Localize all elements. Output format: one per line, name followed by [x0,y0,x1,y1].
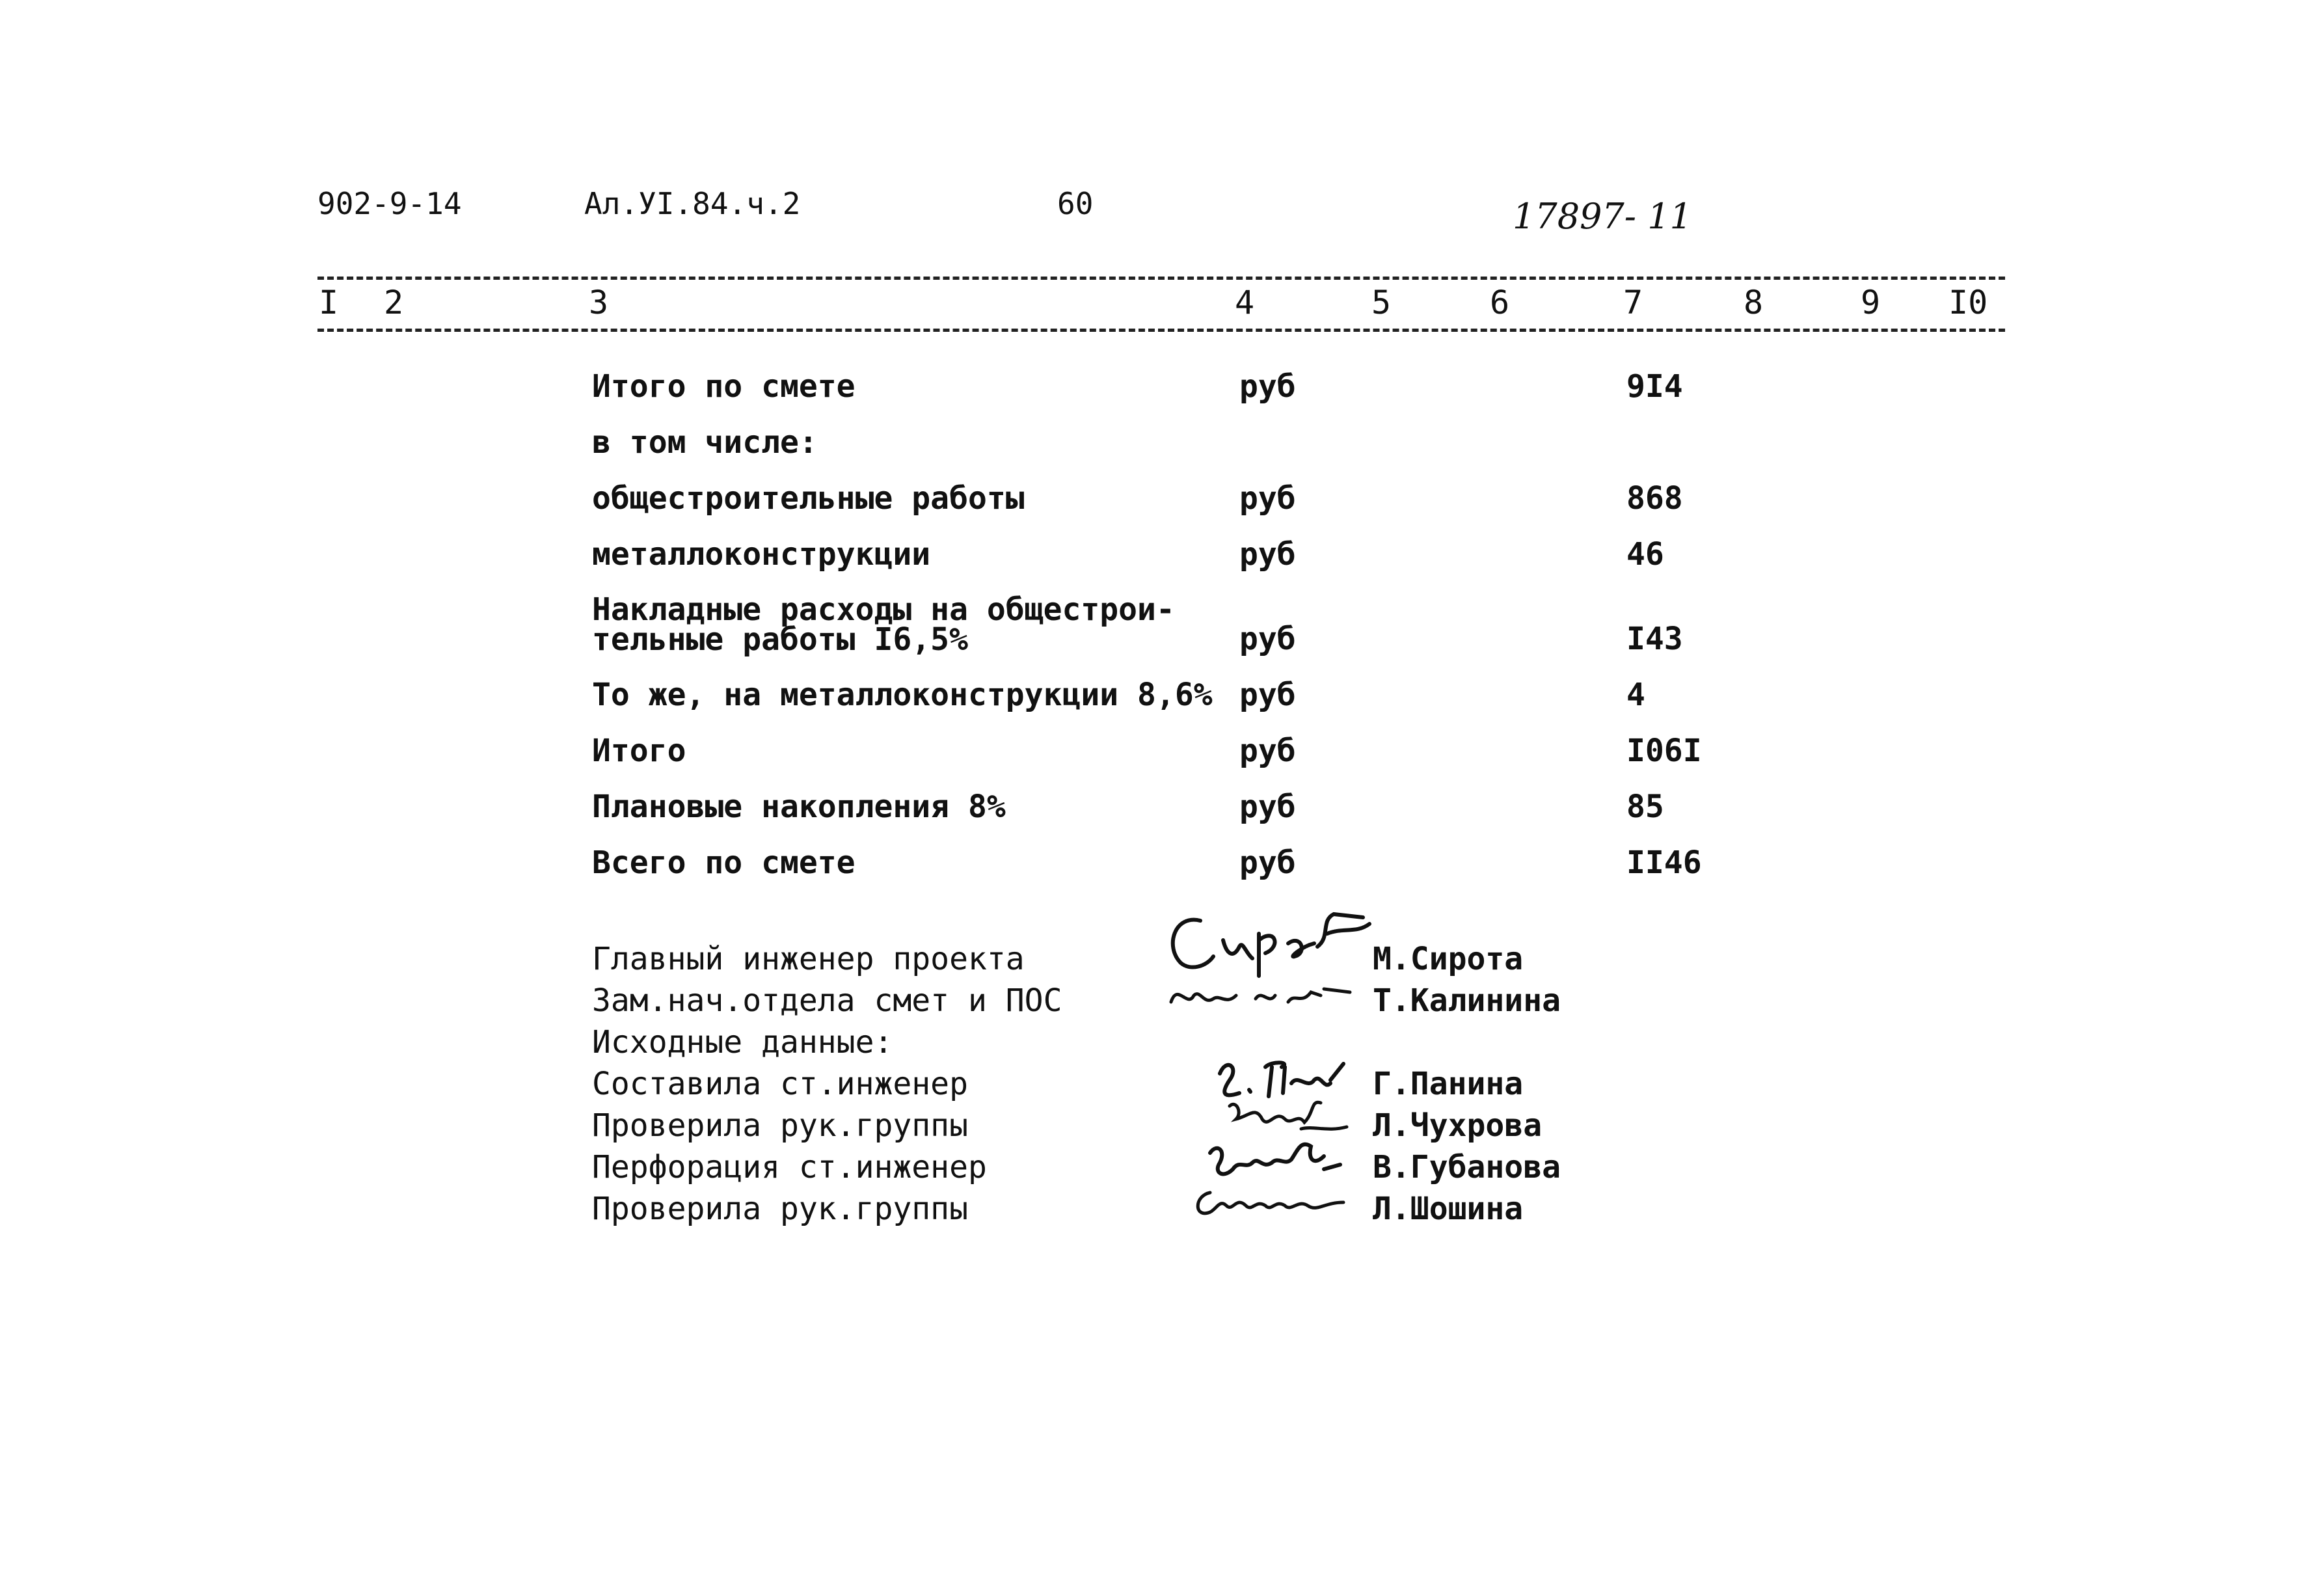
row-label: Всего по смете [592,845,856,881]
row-value: 4 [1626,677,1645,713]
handwritten-signature-gubanova [1204,1133,1347,1185]
top-dashed-rule [317,277,2005,280]
handwritten-signature-sirota [1161,908,1376,979]
column-number: 7 [1623,284,1643,321]
row-label: Плановые накопления 8% [592,789,1006,825]
row-unit: руб [1239,536,1296,573]
signatory-role: Проверила рук.группы [592,1191,968,1227]
row-label: Накладные расходы на общестрои- тельные работы I6,5% [592,591,1175,658]
column-number: 9 [1861,284,1881,321]
row-value: 85 [1626,789,1664,825]
signatory-role: Перфорация ст.инженер [592,1149,987,1185]
row-unit: руб [1239,677,1296,713]
page-number: 60 [1057,186,1094,221]
signatory-name: Г.Панина [1373,1066,1524,1102]
row-value: II46 [1626,845,1702,881]
row-unit: руб [1239,621,1296,657]
row-value: I06I [1626,733,1702,769]
row-label: То же, на металлоконструкции 8,6% [592,677,1213,713]
column-number: 3 [589,284,609,321]
signatory-role: Составила ст.инженер [592,1066,968,1102]
row-label: общестроительные работы [592,480,1025,517]
row-value: 9I4 [1626,368,1683,405]
source-data-heading: Исходные данные: [592,1024,893,1061]
document-code: 902-9-14 [317,186,462,221]
row-label: Итого по смете [592,368,856,405]
column-number: 4 [1235,284,1255,321]
signatory-name: В.Губанова [1373,1149,1561,1185]
row-value: 46 [1626,536,1664,573]
signatory-name: Т.Калинина [1373,982,1561,1019]
signatory-name: М.Сирота [1373,941,1524,977]
row-value: 868 [1626,480,1683,517]
bottom-dashed-rule [317,329,2005,332]
row-unit: руб [1239,733,1296,769]
row-unit: руб [1239,368,1296,405]
signatory-name: Л.Шошина [1373,1191,1524,1227]
row-unit: руб [1239,845,1296,881]
column-number: 8 [1744,284,1764,321]
column-number: 2 [384,284,404,321]
album-code: Ал.УI.84.ч.2 [584,186,801,221]
column-number: 5 [1371,284,1392,321]
row-label: в том числе: [592,424,818,461]
signatory-name: Л.Чухрова [1373,1107,1543,1144]
handwritten-signature-shoshina [1191,1183,1347,1222]
row-unit: руб [1239,789,1296,825]
handwritten-signature-kalinina [1165,976,1353,1015]
row-label: Итого [592,733,686,769]
row-unit: руб [1239,480,1296,517]
signatory-role: Главный инженер проекта [592,941,1025,977]
row-label: металлоконструкции [592,536,931,573]
column-number: I0 [1948,284,1988,321]
inventory-number: 17897- 11 [1513,196,1692,237]
column-number: 6 [1490,284,1510,321]
signatory-role: Проверила рук.группы [592,1107,968,1144]
column-number: I [319,284,339,321]
row-value: I43 [1626,621,1683,657]
signatory-role: Зам.нач.отдела смет и ПОС [592,982,1062,1019]
